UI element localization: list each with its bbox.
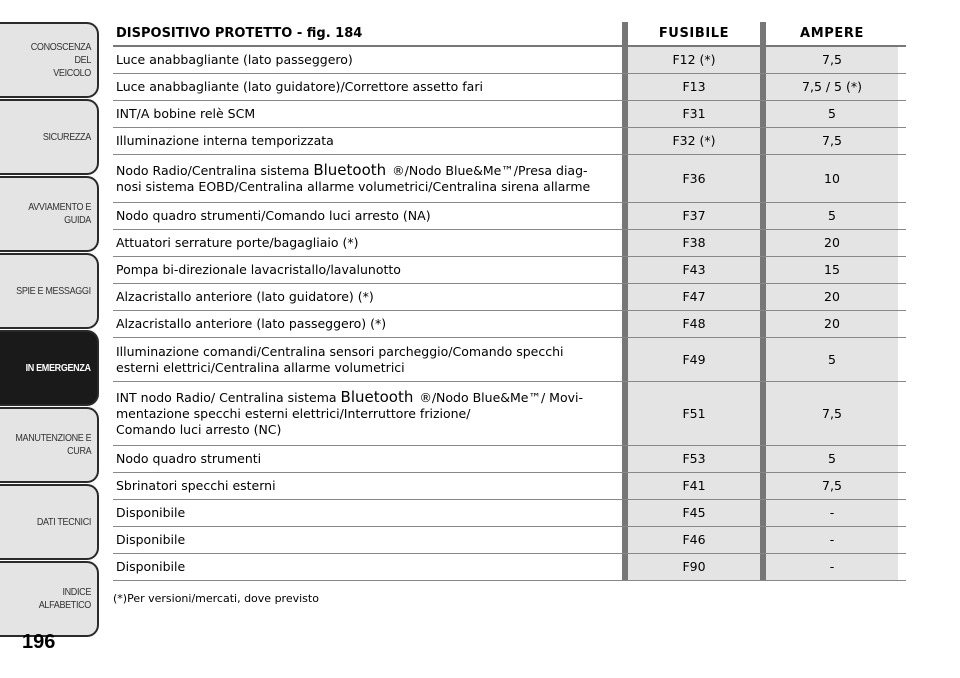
row-fuse: F46 — [622, 527, 760, 553]
table-row — [113, 230, 906, 257]
row-fuse: F45 — [622, 500, 760, 526]
row-device — [113, 230, 622, 256]
row-amp: - — [760, 554, 898, 580]
tab-dati-tecnici[interactable] — [0, 484, 99, 560]
row-fuse: F38 — [622, 230, 760, 256]
row-device — [113, 554, 622, 580]
row-device — [113, 128, 622, 154]
row-device-text: Sbrinatori specchi esterni — [116, 478, 276, 493]
row-device-text: Disponibile — [116, 559, 186, 574]
tab-avviamento-e-guida[interactable] — [0, 176, 99, 252]
fuse-table — [113, 22, 906, 581]
table-row — [113, 101, 906, 128]
row-amp: 10 — [760, 155, 898, 202]
table-row — [113, 311, 906, 338]
row-device-text: Nodo quadro strumenti — [116, 451, 262, 466]
row-fuse: F47 — [622, 284, 760, 310]
row-device — [113, 473, 622, 499]
row-amp: 15 — [760, 257, 898, 283]
row-device-text: Illuminazione comandi/Centralina sensori parcheggio/Comando specchi esterni elettrici/Centralina allarme volumetrici — [116, 343, 564, 375]
tab-label: INDICE ALFABETICO — [38, 586, 91, 611]
row-fuse: F32 (*) — [622, 128, 760, 154]
tab-label: AVVIAMENTO E GUIDA — [28, 201, 91, 226]
tab-conoscenza-del-veicolo[interactable] — [0, 22, 99, 98]
tab-label: SICUREZZA — [42, 130, 91, 143]
row-fuse: F53 — [622, 446, 760, 472]
row-amp: 7,5 / 5 (*) — [760, 74, 898, 100]
page-number: 196 — [22, 631, 56, 653]
row-device — [113, 382, 622, 445]
bluetooth-wordmark: Bluetooth — [313, 161, 387, 179]
row-amp: 20 — [760, 311, 898, 337]
row-amp: 5 — [760, 338, 898, 381]
row-device-text: ®/Nodo Blue&Me™/ Movi- mentazione specchi esterni elettrici/Interruttore frizione/ Comando luci arresto (NC) — [116, 390, 583, 437]
bluetooth-wordmark: Bluetooth — [340, 388, 414, 406]
table-header — [113, 22, 906, 47]
table-row — [113, 203, 906, 230]
table-row — [113, 338, 906, 382]
row-amp: 7,5 — [760, 128, 898, 154]
row-device-text: Disponibile — [116, 505, 186, 520]
footnote: (*)Per versioni/mercati, dove previsto — [113, 592, 319, 605]
row-device-text: Nodo quadro strumenti/Comando luci arresto (NA) — [116, 208, 431, 223]
tab-label: MANUTENZIONE E CURA — [15, 432, 91, 457]
tab-label: CONOSCENZA DEL VEICOLO — [30, 40, 91, 79]
row-amp: 5 — [760, 101, 898, 127]
row-fuse: F90 — [622, 554, 760, 580]
header-amp: AMPERE — [760, 22, 898, 45]
tab-label: DATI TECNICI — [36, 515, 91, 528]
table-row — [113, 382, 906, 446]
row-device-text: Disponibile — [116, 532, 186, 547]
row-fuse: F43 — [622, 257, 760, 283]
row-fuse: F51 — [622, 382, 760, 445]
table-row — [113, 74, 906, 101]
row-fuse: F31 — [622, 101, 760, 127]
table-row — [113, 500, 906, 527]
row-device-text: Pompa bi-direzionale lavacristallo/lavalunotto — [116, 262, 401, 277]
row-device-text: Luce anabbagliante (lato passeggero) — [116, 52, 353, 67]
row-device-text: Alzacristallo anteriore (lato passeggero) (*) — [116, 316, 387, 331]
row-device — [113, 257, 622, 283]
row-amp: 7,5 — [760, 47, 898, 73]
row-amp: - — [760, 500, 898, 526]
row-device — [113, 155, 622, 202]
tab-label: IN EMERGENZA — [25, 361, 91, 374]
row-device — [113, 338, 622, 381]
row-amp: 5 — [760, 203, 898, 229]
row-device-text: Nodo Radio/Centralina sistema — [116, 163, 314, 178]
table-row — [113, 257, 906, 284]
row-device — [113, 101, 622, 127]
row-device — [113, 284, 622, 310]
table-row — [113, 284, 906, 311]
row-device — [113, 74, 622, 100]
row-device-text: Illuminazione interna temporizzata — [116, 133, 334, 148]
table-row — [113, 554, 906, 581]
row-device — [113, 527, 622, 553]
row-fuse: F13 — [622, 74, 760, 100]
table-row — [113, 446, 906, 473]
table-row — [113, 155, 906, 203]
tab-in-emergenza[interactable] — [0, 330, 99, 406]
row-amp: 7,5 — [760, 473, 898, 499]
row-amp: 20 — [760, 230, 898, 256]
row-fuse: F37 — [622, 203, 760, 229]
table-body — [113, 47, 906, 581]
row-device — [113, 446, 622, 472]
row-device-text: ®/Nodo Blue&Me™/Presa diag- nosi sistema EOBD/Centralina allarme volumetrici/Centralina sirena allarme — [116, 163, 591, 194]
row-device-text: INT/A bobine relè SCM — [116, 106, 256, 121]
row-fuse: F36 — [622, 155, 760, 202]
row-device-text: Luce anabbagliante (lato guidatore)/Correttore assetto fari — [116, 79, 483, 94]
row-device-text: Attuatori serrature porte/bagagliaio (*) — [116, 235, 359, 250]
row-device — [113, 311, 622, 337]
row-device — [113, 203, 622, 229]
header-fuse: FUSIBILE — [622, 22, 760, 45]
row-amp: 7,5 — [760, 382, 898, 445]
tab-spie-e-messaggi[interactable] — [0, 253, 99, 329]
row-amp: 5 — [760, 446, 898, 472]
row-fuse: F48 — [622, 311, 760, 337]
row-fuse: F41 — [622, 473, 760, 499]
tab-manutenzione-e-cura[interactable] — [0, 407, 99, 483]
row-device-text: INT nodo Radio/ Centralina sistema — [116, 390, 341, 405]
table-row — [113, 527, 906, 554]
tab-label: SPIE E MESSAGGI — [16, 284, 91, 297]
row-amp: - — [760, 527, 898, 553]
row-device — [113, 47, 622, 73]
row-amp: 20 — [760, 284, 898, 310]
row-device-text: Alzacristallo anteriore (lato guidatore) (*) — [116, 289, 374, 304]
tab-indice-alfabetico[interactable] — [0, 561, 99, 637]
header-device: DISPOSITIVO PROTETTO - fig. 184 — [116, 26, 363, 41]
table-row — [113, 128, 906, 155]
table-row — [113, 47, 906, 74]
row-device — [113, 500, 622, 526]
table-row — [113, 473, 906, 500]
row-fuse: F49 — [622, 338, 760, 381]
row-fuse: F12 (*) — [622, 47, 760, 73]
tab-sicurezza[interactable] — [0, 99, 99, 175]
